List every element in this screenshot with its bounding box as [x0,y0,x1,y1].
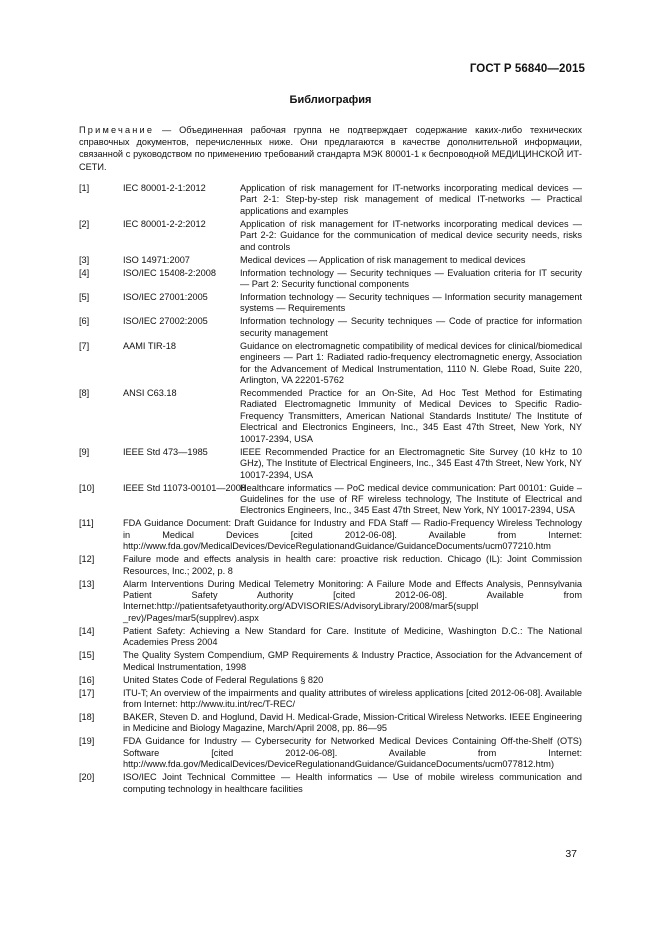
reference-item [79,341,582,387]
reference-text: Alarm Interventions During Medical Telemetry Monitoring: A Failure Mode and Effects Analysis, Pennsylvania Patient Safety Authority [cited 2012-06-08]. Available from Internet:http://patientsafetyauthority.org/ADVISORIES/AdvisoryLibrary/2008/mar5(suppl _rev)/Pages/mar5(supplrev).aspx [123,578,582,623]
reference-description: Information technology — Security techniques — Code of practice for information security management [240,316,582,338]
reference-code: ISO/IEC 15408-2:2008 [123,267,216,278]
reference-code: ANSI C63.18 [123,388,177,399]
reference-code: ISO/IEC 27001:2005 [123,292,208,303]
reference-text: FDA Guidance Document: Draft Guidance for Industry and FDA Staff — Radio-Frequency Wireless Technology in Medical Devices [cited 2012-06-08]. Available from Internet: http://www.fda.gov/MedicalDevices/DeviceRegulationandGuidance/GuidanceDocuments/ucm077210.htm [123,518,582,552]
reference-item [79,316,582,339]
reference-item [79,183,582,217]
reference-code: IEEE Std 473—1985 [123,446,208,457]
reference-code: IEEE Std 11073-00101—2008 [123,482,246,493]
reference-description: Information technology — Security techniques — Information security management systems — Requirements [240,292,582,314]
reference-number: [16] [79,674,95,685]
reference-number: [18] [79,711,95,722]
reference-number: [14] [79,625,95,636]
reference-number: [10] [79,482,95,493]
reference-number: [2] [79,218,90,229]
reference-text: ITU-T; An overview of the impairments and quality attributes of wireless applications [cited 2012-06-08]. Available from Internet: http://www.itu.int/rec/T-REC/ [123,687,582,709]
reference-text: BAKER, Steven D. and Hoglund, David H. Medical-Grade, Mission-Critical Wireless Networks. IEEE Engineering in Medicine and Biology Magazine, March/April 2008, pp. 86—95 [123,711,582,734]
reference-item [79,736,582,770]
note-text: — Объединенная рабочая группа не подтверждает содержание каких-либо технических справочных документов, перечисленных ниже. Они предлагаются в качестве дополнительной информации, связанной с руководством по применению требований стандарта МЭК 80001-1 к беспроводной МЕДИЦИНСКОЙ ИТ-СЕТИ. [79,125,582,172]
reference-item [79,268,582,291]
reference-description: IEEE Recommended Practice for an Electromagnetic Site Survey (10 kHz to 10 GHz), The Institute of Electrical Engineers, Inc., 345 East 47th Street, New York, NY 10017-2394, USA [240,446,582,480]
reference-item [79,626,582,649]
reference-number: [17] [79,687,95,698]
reference-item [79,579,582,625]
reference-item [79,650,582,673]
reference-text: United States Code of Federal Regulations § 820 [123,674,324,685]
reference-number: [20] [79,772,95,783]
reference-code: AAMI TIR-18 [123,340,176,351]
reference-code: IEC 80001-2-1:2012 [123,183,206,193]
reference-text: Failure mode and effects analysis in health care: proactive risk reduction. Chicago (IL): Joint Commission Resources, Inc.; 2002, p. 8 [123,554,582,576]
reference-item [79,447,582,481]
reference-item [79,292,582,315]
reference-description: Guidance on electromagnetic compatibility of medical devices for clinical/biomedical engineers — Part 1: Radiated radio-frequency electromagnetic energy, Association for the Advancement of Medical Instrumentation, 1110 N. Glebe Road, Suite 220, Arlington, VA 22201-5762 [240,340,582,386]
page-number: 37 [565,848,577,860]
bibliography-note [79,124,582,173]
reference-list [79,183,582,797]
reference-number: [6] [79,316,90,327]
reference-item [79,772,582,795]
reference-description: Recommended Practice for an On-Site, Ad Hoc Test Method for Estimating Radiated Electromagnetic Immunity of Medical Devices to Specific Radio-Frequency Transmitters, American National Standards Institute/ The Institute of Electrical and Electronics Engineers, Inc., 345 East 47th Street, New York, NY 10017-2394, USA [240,388,582,444]
reference-item [79,554,582,577]
reference-number: [8] [79,388,90,399]
reference-item [79,388,582,445]
reference-text: ISO/IEC Joint Technical Committee — Health informatics — Use of mobile wireless communication and computing technology in healthcare facilities [123,772,582,794]
reference-description: Application of risk management for IT-networks incorporating medical devices — Part 2-2: Guidance for the communication of medical device security needs, risks and controls [240,218,582,252]
reference-number: [5] [79,292,90,303]
reference-item [79,688,582,711]
note-label: Примечание [79,125,155,135]
reference-item [79,675,582,686]
bibliography-title: Библиография [289,94,372,106]
reference-number: [7] [79,340,90,351]
reference-text: FDA Guidance for Industry — Cybersecurity for Networked Medical Devices Containing Off-the-Shelf (OTS) Software [cited 2012-06-08]. Available from Internet: http://www.fda.gov/MedicalDevices/DeviceRegulationandGuidance/GuidanceDocuments/ucm077812.htm) [123,736,582,770]
reference-description: Application of risk management for IT-networks incorporating medical devices — Part 2-1: Step-by-step risk management of medical IT-networks — Practical applications and examples [240,183,582,216]
reference-number: [12] [79,554,95,565]
reference-item [79,712,582,735]
standard-code: ГОСТ Р 56840—2015 [469,63,585,75]
reference-description: Medical devices — Application of risk management to medical devices [240,254,526,265]
reference-number: [13] [79,578,95,589]
reference-number: [1] [79,183,90,193]
reference-number: [15] [79,650,95,661]
reference-number: [11] [79,518,94,529]
reference-number: [9] [79,446,90,457]
reference-number: [3] [79,254,90,265]
reference-number: [4] [79,267,90,278]
reference-item [79,483,582,517]
reference-code: ISO/IEC 27002:2005 [123,316,208,327]
reference-code: ISO 14971:2007 [123,254,190,265]
reference-description: Healthcare informatics — PoC medical device communication: Part 00101: Guide – Guidelines for the use of RF wireless technology, The Institute of Electrical and Electronics Engineers, Inc., 345 East 47th Street, New York, NY 10017-2394, USA [240,482,582,516]
reference-code: IEC 80001-2-2:2012 [123,218,206,229]
reference-text: Patient Safety: Achieving a New Standard for Care. Institute of Medicine, Washington D.C.: The National Academies Press 2004 [123,625,582,648]
reference-item [79,518,582,552]
reference-text: The Quality System Compendium, GMP Requirements & Industry Practice, Association for the Advancement of Medical Instrumentation, 1998 [123,650,582,672]
reference-description: Information technology — Security techniques — Evaluation criteria for IT security — Part 2: Security functional components [240,267,582,290]
reference-item [79,219,582,253]
reference-number: [19] [79,736,95,747]
reference-item [79,255,582,266]
